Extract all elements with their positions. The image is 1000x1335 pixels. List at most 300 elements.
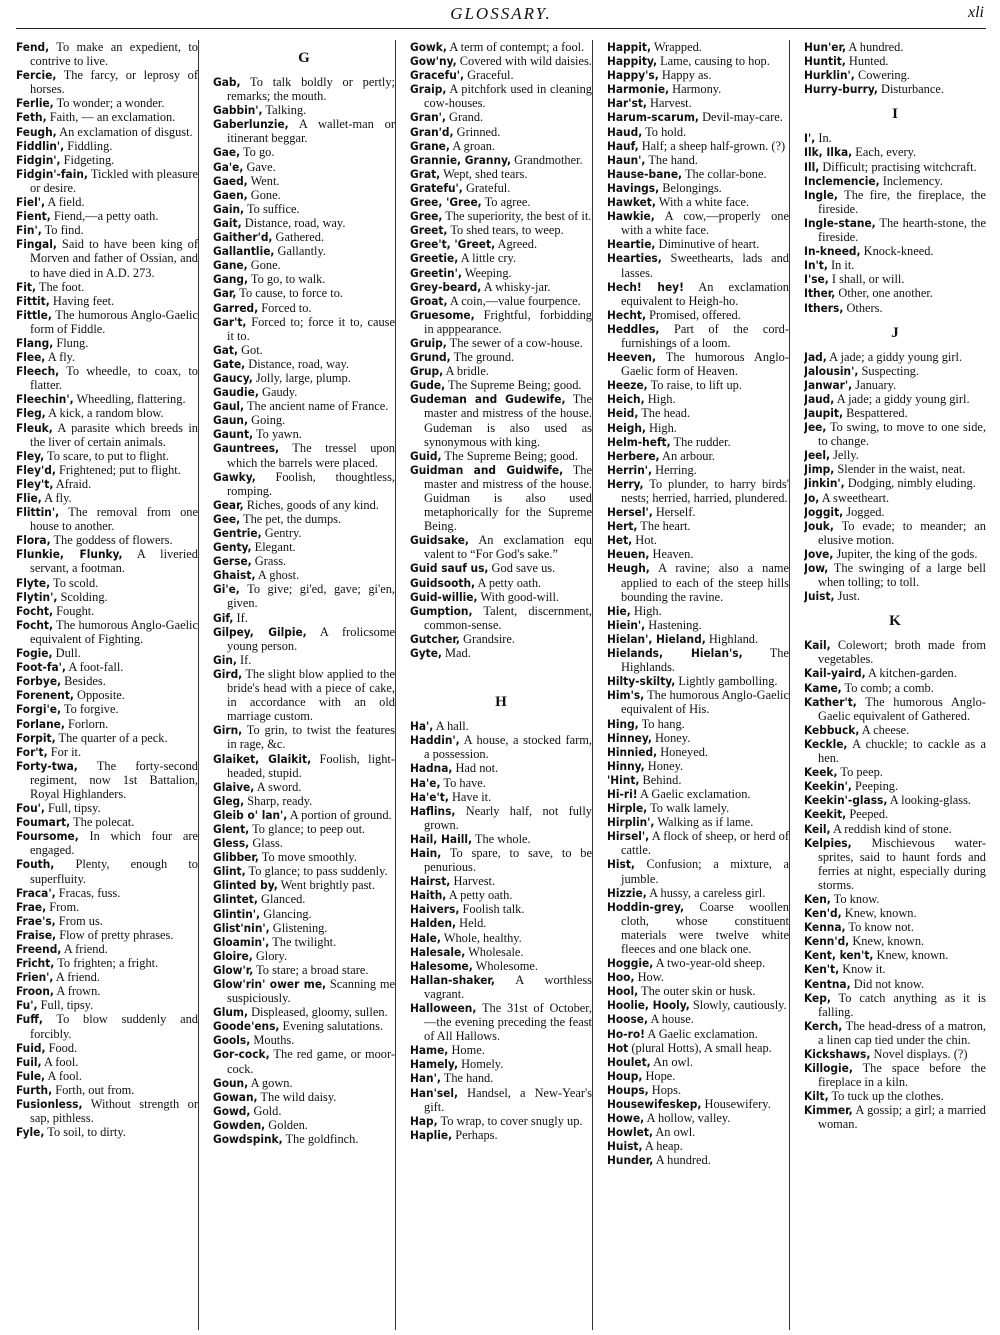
definition: Honeyed. bbox=[657, 744, 709, 759]
definition: Wept, shed tears. bbox=[440, 166, 528, 181]
headword: Guid, bbox=[410, 448, 442, 463]
section-heading: J bbox=[891, 324, 899, 341]
definition: Home. bbox=[448, 1043, 485, 1058]
glossary-entry bbox=[804, 350, 986, 364]
headword: Fusionless, bbox=[16, 1097, 83, 1112]
glossary-entry bbox=[213, 145, 395, 159]
definition: Evening salutations. bbox=[279, 1019, 384, 1034]
glossary-entry bbox=[410, 733, 592, 761]
definition: Grandsire. bbox=[459, 631, 515, 646]
headword: Fingal, bbox=[16, 237, 57, 252]
glossary-entry bbox=[410, 902, 592, 916]
headword: Ha'e't, bbox=[410, 789, 449, 804]
glossary-entry bbox=[804, 779, 986, 793]
glossary-entry bbox=[410, 846, 592, 874]
definition: Gathered. bbox=[272, 230, 325, 245]
definition: Held. bbox=[456, 916, 487, 931]
headword: Hinney, bbox=[607, 730, 652, 745]
headword: Heigh, bbox=[607, 420, 646, 435]
definition: Lame, causing to hop. bbox=[656, 54, 770, 69]
glossary-entry bbox=[410, 874, 592, 888]
definition: A whisky-jar. bbox=[481, 279, 551, 294]
glossary-entry bbox=[16, 886, 198, 900]
definition: In it. bbox=[827, 258, 855, 273]
definition: An owl. bbox=[650, 1054, 694, 1069]
headword: Grannie, Granny, bbox=[410, 152, 512, 167]
definition: Grand. bbox=[445, 110, 484, 125]
glossary-entry bbox=[213, 568, 395, 582]
glossary-entry bbox=[213, 667, 395, 723]
definition: The quarter of a peck. bbox=[55, 730, 168, 745]
definition: Slowly, cautiously. bbox=[689, 998, 787, 1013]
definition: Gone. bbox=[247, 258, 281, 273]
headword: Ingle-stane, bbox=[804, 215, 876, 230]
headword: Happit, bbox=[607, 40, 651, 54]
headword: Gumption, bbox=[410, 603, 473, 618]
headword: Fley't, bbox=[16, 476, 54, 491]
headword: Forlane, bbox=[16, 716, 65, 731]
glossary-entry bbox=[16, 1069, 198, 1083]
headword: Fleuk, bbox=[16, 420, 53, 435]
glossary-entry bbox=[410, 153, 592, 167]
glossary-entry bbox=[804, 836, 986, 892]
glossary-entry bbox=[410, 1071, 592, 1085]
headword: Harmonie, bbox=[607, 82, 670, 97]
definition: Harvest. bbox=[450, 874, 496, 889]
glossary-entry bbox=[607, 237, 789, 251]
headword: Gab, bbox=[213, 75, 241, 89]
definition: Scolding. bbox=[57, 589, 108, 604]
definition: Coarse woollen cloth, whose constituent materials were twelve white fleeces and one black one. bbox=[621, 899, 789, 956]
glossary-entry bbox=[16, 477, 198, 491]
headword: Jouk, bbox=[804, 518, 834, 533]
glossary-entry bbox=[16, 801, 198, 815]
glossary-entry bbox=[213, 413, 395, 427]
glossary-entry bbox=[16, 209, 198, 223]
headword: Hot bbox=[607, 1040, 629, 1055]
definition: To agree. bbox=[481, 195, 531, 210]
headword: Keekit, bbox=[804, 807, 847, 822]
definition: Suspecting. bbox=[858, 363, 919, 378]
headword: Fuid, bbox=[16, 1040, 46, 1055]
headword: Fu', bbox=[16, 998, 38, 1013]
headword: Ken't, bbox=[804, 962, 840, 977]
definition: To swing, to move to one side, to change. bbox=[818, 420, 986, 449]
headword: Froon, bbox=[16, 984, 54, 999]
definition: Gold. bbox=[250, 1103, 282, 1118]
glossary-entry bbox=[213, 230, 395, 244]
definition: Forth, out from. bbox=[52, 1082, 135, 1097]
glossary-entry bbox=[410, 266, 592, 280]
glossary-entry bbox=[607, 745, 789, 759]
glossary-entry bbox=[607, 125, 789, 139]
headword: Jalousin', bbox=[804, 363, 859, 378]
glossary-entry bbox=[410, 308, 592, 336]
glossary-entry bbox=[16, 1055, 198, 1069]
definition: A hussy, a careless girl. bbox=[646, 885, 766, 900]
glossary-entry bbox=[607, 421, 789, 435]
headword: Gowdspink, bbox=[213, 1132, 283, 1147]
definition: Fracas, fuss. bbox=[55, 885, 121, 900]
glossary-entry bbox=[410, 54, 592, 68]
definition: Faith, — an exclamation. bbox=[46, 110, 176, 125]
glossary-entry bbox=[607, 533, 789, 547]
headword: I'se, bbox=[804, 272, 829, 287]
headword: Forgi'e, bbox=[16, 702, 62, 717]
headword: Hecht, bbox=[607, 307, 647, 322]
headword: Hech! hey! bbox=[607, 279, 684, 294]
definition: To forgive. bbox=[61, 702, 119, 717]
glossary-entry bbox=[16, 1125, 198, 1139]
definition: Full, tipsy. bbox=[44, 801, 101, 816]
glossary-entry bbox=[16, 167, 198, 195]
glossary-entry bbox=[804, 82, 986, 96]
definition: Wholesale. bbox=[465, 944, 524, 959]
glossary-entry bbox=[213, 427, 395, 441]
glossary-entry bbox=[607, 406, 789, 420]
glossary-entry bbox=[213, 301, 395, 315]
glossary-entry bbox=[804, 1019, 986, 1047]
headword: Inclemencie, bbox=[804, 173, 880, 188]
headword: I', bbox=[804, 131, 816, 146]
glossary-entry bbox=[607, 181, 789, 195]
glossary-entry bbox=[804, 378, 986, 392]
glossary-entry bbox=[804, 476, 986, 490]
glossary-entry bbox=[213, 216, 395, 230]
headword: Herrin', bbox=[607, 462, 653, 477]
headword: Hirsel', bbox=[607, 829, 650, 844]
definition: A fly. bbox=[41, 491, 72, 505]
headword: Keil, bbox=[804, 821, 831, 836]
glossary-entry bbox=[410, 1086, 592, 1114]
definition: Knew, known. bbox=[841, 906, 917, 921]
glossary-entry bbox=[410, 364, 592, 378]
headword: Keckle, bbox=[804, 736, 848, 751]
definition: To spare, to save, to be penurious. bbox=[424, 845, 592, 875]
headword: Hoose, bbox=[607, 1012, 649, 1027]
glossary-entry bbox=[410, 280, 592, 294]
headword: Gentrie, bbox=[213, 526, 262, 540]
glossary-entry bbox=[804, 160, 986, 174]
headword: Goode'ens, bbox=[213, 1019, 280, 1034]
definition: Flow of pretty phrases. bbox=[56, 927, 174, 942]
glossary-entry bbox=[16, 914, 198, 928]
definition: Afraid. bbox=[53, 476, 92, 491]
headword: Gaen, bbox=[213, 187, 248, 202]
glossary-entry bbox=[213, 794, 395, 808]
definition: The master and mistress of the house. Guidman is also used metaphorically for the Supreme Being. bbox=[424, 462, 592, 534]
headword: Haun', bbox=[607, 152, 646, 167]
headword: Glaive, bbox=[213, 779, 255, 794]
glossary-entry bbox=[804, 258, 986, 272]
definition: To walk lamely. bbox=[647, 801, 730, 816]
glossary-entry bbox=[213, 554, 395, 568]
headword: Hamely, bbox=[410, 1057, 458, 1072]
glossary-entry bbox=[607, 54, 789, 68]
glossary-entry bbox=[607, 449, 789, 463]
glossary-entry bbox=[410, 223, 592, 237]
headword: Hale, bbox=[410, 930, 441, 945]
glossary-entry bbox=[16, 604, 198, 618]
headword: Glum, bbox=[213, 1005, 248, 1020]
headword: Gree, 'Gree, bbox=[410, 195, 482, 210]
headword: Jo, bbox=[804, 490, 820, 505]
headword: Han'sel, bbox=[410, 1085, 459, 1100]
glossary-entry bbox=[213, 653, 395, 667]
definition: The tressel upon which the barrels were placed. bbox=[227, 441, 395, 470]
definition: A petty oath. bbox=[446, 888, 513, 903]
glossary-entry bbox=[607, 68, 789, 82]
headword: Hunder, bbox=[607, 1153, 654, 1168]
glossary-entry bbox=[607, 153, 789, 167]
definition: A jade; a giddy young girl. bbox=[834, 391, 970, 406]
definition: Had not. bbox=[452, 761, 499, 776]
definition: A cheese. bbox=[859, 722, 910, 737]
definition: Knew, known. bbox=[849, 934, 925, 949]
definition: A parasite which breeds in the liver of certain animals. bbox=[30, 420, 198, 449]
headword: Fend, bbox=[16, 40, 50, 54]
definition: Glanced. bbox=[257, 892, 306, 907]
glossary-entry bbox=[213, 1005, 395, 1019]
headword: Hap, bbox=[410, 1113, 438, 1128]
glossary-entry bbox=[16, 463, 198, 477]
headword: Herbere, bbox=[607, 448, 660, 463]
definition: To scare, to put to flight. bbox=[44, 448, 169, 463]
definition: Perhaps. bbox=[452, 1127, 498, 1142]
definition: Promised, offered. bbox=[646, 307, 741, 322]
definition: Having feet. bbox=[49, 293, 115, 308]
definition: In which four are engaged. bbox=[30, 829, 198, 858]
definition: High. bbox=[644, 392, 676, 407]
definition: A fly. bbox=[45, 350, 76, 365]
glossary-entry bbox=[607, 1055, 789, 1069]
headword: Fit, bbox=[16, 279, 36, 294]
glossary-entry bbox=[804, 977, 986, 991]
definition: Nearly half, not fully grown. bbox=[424, 803, 592, 832]
headword: Him's, bbox=[607, 688, 645, 703]
definition: Confusion; a mixture, a jumble. bbox=[621, 857, 789, 886]
definition: An exclamation of disgust. bbox=[56, 124, 193, 139]
glossary-entry bbox=[213, 117, 395, 145]
glossary-entry bbox=[804, 765, 986, 779]
definition: A Gaelic exclamation. bbox=[637, 786, 751, 801]
definition: In. bbox=[815, 131, 832, 146]
definition: The hand. bbox=[645, 152, 698, 167]
definition: A worthless vagrant. bbox=[424, 972, 592, 1001]
headword: Guidman and Guidwife, bbox=[410, 462, 564, 477]
definition: To cause, to force to. bbox=[236, 286, 344, 301]
glossary-entry bbox=[607, 970, 789, 984]
glossary-entry bbox=[410, 916, 592, 930]
headword: Glow'rin' ower me, bbox=[213, 977, 327, 991]
headword: Greetin', bbox=[410, 265, 462, 280]
glossary-entry bbox=[410, 237, 592, 251]
headword: Gif, bbox=[213, 610, 234, 625]
definition: A ravine; also a name applied to each of the steep hills bounding the ravine. bbox=[621, 561, 789, 604]
definition: A two-year-old sheep. bbox=[653, 956, 766, 971]
headword: Herry, bbox=[607, 476, 644, 491]
glossary-entry bbox=[607, 280, 789, 308]
definition: A hollow, valley. bbox=[644, 1111, 731, 1126]
glossary-entry bbox=[16, 96, 198, 110]
glossary-entry bbox=[16, 646, 198, 660]
headword: Gless, bbox=[213, 836, 250, 851]
glossary-entry bbox=[607, 857, 789, 885]
definition: To move smoothly. bbox=[258, 850, 357, 865]
glossary-entry bbox=[410, 576, 592, 590]
section-heading: I bbox=[892, 106, 898, 123]
definition: The twilight. bbox=[269, 934, 337, 949]
glossary-entry bbox=[607, 646, 789, 674]
headword: Havings, bbox=[607, 180, 660, 195]
glossary-entry bbox=[804, 1047, 986, 1061]
definition: The foot. bbox=[36, 279, 85, 294]
definition: The humorous Anglo-Gaelic equivalent of Gathered. bbox=[818, 694, 986, 723]
glossary-entry bbox=[804, 301, 986, 315]
glossary-entry bbox=[804, 920, 986, 934]
headword: Graip, bbox=[410, 82, 447, 97]
glossary-entry bbox=[607, 1012, 789, 1026]
headword: Hert, bbox=[607, 519, 638, 534]
headword: Halloween, bbox=[410, 1001, 477, 1015]
headword: Focht, bbox=[16, 617, 54, 632]
glossary-entry bbox=[804, 448, 986, 462]
definition: Gave. bbox=[243, 159, 276, 174]
definition: The humorous Anglo-Gaelic form of Heaven. bbox=[621, 350, 789, 379]
definition: A jade; a giddy young girl. bbox=[826, 349, 962, 364]
definition: A coin,—value fourpence. bbox=[447, 293, 581, 308]
glossary-entry bbox=[16, 110, 198, 124]
headword: Heich, bbox=[607, 392, 645, 407]
definition: Frightened; put to flight. bbox=[55, 462, 181, 477]
glossary-entry bbox=[804, 822, 986, 836]
glossary-entry bbox=[607, 632, 789, 646]
headword: Hinny, bbox=[607, 758, 645, 773]
glossary-entry bbox=[804, 934, 986, 948]
definition: The humorous Anglo-Gaelic equivalent of Fighting. bbox=[30, 617, 198, 646]
glossary-entry bbox=[16, 702, 198, 716]
headword: Keek, bbox=[804, 765, 838, 780]
definition: With a white face. bbox=[655, 195, 750, 210]
definition: Knew, known. bbox=[873, 948, 949, 963]
definition: Covered with wild daisies. bbox=[456, 54, 592, 69]
definition: To plunder, to harry birds' nests; herried, harried, plundered. bbox=[621, 476, 789, 505]
headword: Happy's, bbox=[607, 68, 659, 83]
headword: Gree't, 'Greet, bbox=[410, 237, 496, 252]
headword: Furth, bbox=[16, 1082, 53, 1097]
definition: To glance; to pass suddenly. bbox=[245, 864, 388, 879]
headword: Houps, bbox=[607, 1082, 649, 1097]
glossary-entry bbox=[16, 745, 198, 759]
glossary-entry bbox=[16, 336, 198, 350]
headword: Grey-beard, bbox=[410, 279, 482, 294]
definition: A Gaelic exclamation. bbox=[644, 1026, 758, 1041]
definition: Housewifery. bbox=[701, 1097, 771, 1112]
headword: Fou', bbox=[16, 801, 45, 816]
glossary-columns bbox=[16, 40, 986, 1330]
glossary-entry bbox=[410, 1114, 592, 1128]
headword: Gi'e, bbox=[213, 582, 240, 597]
definition: Jolly, large, plump. bbox=[252, 370, 351, 385]
definition: The fire, the fireplace, the fireside. bbox=[818, 187, 986, 216]
headword: Kimmer, bbox=[804, 1103, 853, 1118]
definition: The goddess of flowers. bbox=[50, 533, 173, 548]
headword: Hearties, bbox=[607, 251, 662, 266]
glossary-entry bbox=[16, 590, 198, 604]
definition: A wallet-man or itinerant beggar. bbox=[227, 117, 395, 146]
definition: Wholesome. bbox=[472, 958, 538, 973]
headword: Halden, bbox=[410, 916, 457, 931]
definition: The collar-bone. bbox=[682, 166, 767, 181]
glossary-entry bbox=[410, 832, 592, 846]
glossary-entry bbox=[607, 604, 789, 618]
headword: Fouth, bbox=[16, 857, 55, 872]
headword: Grup, bbox=[410, 364, 444, 379]
glossary-entry bbox=[213, 357, 395, 371]
headword: Kenna, bbox=[804, 920, 846, 935]
glossary-entry bbox=[16, 406, 198, 420]
definition: Plenty, enough to superfluity. bbox=[30, 857, 198, 886]
glossary-entry bbox=[804, 807, 986, 821]
glossary-entry bbox=[607, 195, 789, 209]
definition: Foolish talk. bbox=[459, 902, 525, 917]
headword: Fiddlin', bbox=[16, 138, 65, 153]
definition: Hastening. bbox=[645, 617, 702, 632]
definition: Frightful, forbidding in apppearance. bbox=[424, 307, 592, 336]
glossary-entry bbox=[16, 294, 198, 308]
definition: To scold. bbox=[50, 575, 99, 590]
headword: Jow, bbox=[804, 561, 829, 575]
definition: Diminutive of heart. bbox=[655, 237, 760, 252]
glossary-entry bbox=[213, 892, 395, 906]
headword: Haith, bbox=[410, 888, 447, 903]
glossary-entry bbox=[213, 752, 395, 780]
glossary-entry bbox=[607, 998, 789, 1012]
definition: To know. bbox=[830, 891, 880, 906]
headword: Feugh, bbox=[16, 124, 57, 139]
glossary-entry bbox=[607, 815, 789, 829]
headword: Gait, bbox=[213, 215, 242, 230]
definition: A pitchfork used in cleaning cow-houses. bbox=[424, 82, 592, 111]
headword: Hame, bbox=[410, 1043, 449, 1058]
definition: Bespattered. bbox=[843, 405, 908, 420]
glossary-entry bbox=[804, 892, 986, 906]
definition: Glass. bbox=[249, 836, 283, 851]
glossary-entry bbox=[804, 1089, 986, 1103]
definition: The heart. bbox=[637, 519, 691, 534]
glossary-entry bbox=[804, 793, 986, 807]
definition: The outer skin or husk. bbox=[638, 984, 756, 999]
definition: Herself. bbox=[652, 505, 696, 520]
glossary-entry bbox=[804, 666, 986, 680]
headword: Glow'r, bbox=[213, 962, 254, 977]
glossary-entry bbox=[607, 167, 789, 181]
definition: Graceful. bbox=[464, 68, 514, 83]
definition: Inclemency. bbox=[879, 173, 943, 188]
headword: Gin, bbox=[213, 652, 237, 667]
headword: Hi-ri! bbox=[607, 786, 638, 801]
definition: Jelly. bbox=[830, 448, 859, 463]
headword: Flie, bbox=[16, 491, 42, 505]
glossary-entry bbox=[410, 195, 592, 209]
glossary-entry bbox=[804, 392, 986, 406]
glossary-entry bbox=[804, 364, 986, 378]
headword: Ilk, Ilka, bbox=[804, 145, 853, 160]
headword: Gawky, bbox=[213, 469, 256, 484]
glossary-entry bbox=[804, 491, 986, 505]
headword: Happity, bbox=[607, 54, 657, 69]
glossary-entry bbox=[804, 462, 986, 476]
